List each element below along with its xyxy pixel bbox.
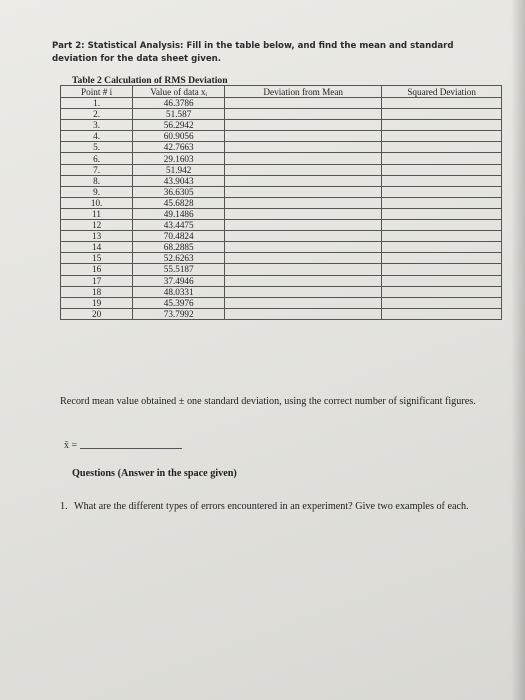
table-row (61, 142, 502, 153)
squared-deviation-cell[interactable] (382, 186, 502, 197)
question-1-text: What are the different types of errors encountered in an experiment? Give two examples of each. (74, 501, 469, 512)
value-cell: 45.3976 (133, 297, 225, 308)
value-cell: 43.9043 (133, 175, 225, 186)
point-cell: 17 (61, 275, 133, 286)
point-cell: 3. (61, 120, 133, 131)
table-row (61, 98, 502, 109)
squared-deviation-cell[interactable] (382, 109, 502, 120)
table-row (61, 153, 502, 164)
deviation-cell[interactable] (225, 197, 382, 208)
value-cell: 60.9056 (133, 131, 225, 142)
point-cell: 13 (61, 231, 133, 242)
page-shadow (511, 0, 525, 700)
deviation-cell[interactable] (225, 308, 382, 319)
deviation-cell[interactable] (225, 186, 382, 197)
squared-deviation-cell[interactable] (382, 253, 502, 264)
table-row (61, 208, 502, 219)
value-cell: 48.0331 (133, 286, 225, 297)
point-cell: 9. (61, 186, 133, 197)
squared-deviation-cell[interactable] (382, 98, 502, 109)
squared-deviation-cell[interactable] (382, 142, 502, 153)
table-row (61, 253, 502, 264)
value-cell: 46.3786 (133, 98, 225, 109)
table-row (61, 220, 502, 231)
header-value: Value of data xᵢ (133, 86, 225, 98)
value-cell: 70.4824 (133, 231, 225, 242)
value-cell: 73.7992 (133, 308, 225, 319)
value-cell: 56.2942 (133, 120, 225, 131)
part-2-heading: Part 2: Statistical Analysis: Fill in the table below, and find the mean and standard deviation for the data sheet given. (52, 41, 454, 64)
deviation-cell[interactable] (225, 242, 382, 253)
squared-deviation-cell[interactable] (382, 175, 502, 186)
table-caption: Table 2 Calculation of RMS Deviation (72, 75, 228, 86)
point-cell: 18 (61, 286, 133, 297)
point-cell: 1. (61, 98, 133, 109)
squared-deviation-cell[interactable] (382, 208, 502, 219)
squared-deviation-cell[interactable] (382, 220, 502, 231)
record-instruction: Record mean value obtained ± one standard deviation, using the correct number of significant figures. (60, 396, 476, 407)
table-row (61, 231, 502, 242)
deviation-cell[interactable] (225, 120, 382, 131)
point-cell: 6. (61, 153, 133, 164)
point-cell: 16 (61, 264, 133, 275)
squared-deviation-cell[interactable] (382, 120, 502, 131)
mean-label: x̄ = (64, 440, 78, 451)
table-row (61, 242, 502, 253)
table-row (61, 131, 502, 142)
value-cell: 68.2885 (133, 242, 225, 253)
squared-deviation-cell[interactable] (382, 308, 502, 319)
squared-deviation-cell[interactable] (382, 297, 502, 308)
deviation-cell[interactable] (225, 208, 382, 219)
point-cell: 4. (61, 131, 133, 142)
mean-answer-blank[interactable] (80, 448, 182, 449)
deviation-cell[interactable] (225, 175, 382, 186)
value-cell: 43.4475 (133, 220, 225, 231)
table-row (61, 197, 502, 208)
value-cell: 37.4946 (133, 275, 225, 286)
deviation-cell[interactable] (225, 98, 382, 109)
point-cell: 5. (61, 142, 133, 153)
deviation-cell[interactable] (225, 153, 382, 164)
questions-title: Questions (Answer in the space given) (72, 468, 237, 479)
point-cell: 2. (61, 109, 133, 120)
squared-deviation-cell[interactable] (382, 286, 502, 297)
table-header-row (61, 86, 502, 98)
value-cell: 52.6263 (133, 253, 225, 264)
value-cell: 45.6828 (133, 197, 225, 208)
squared-deviation-cell[interactable] (382, 275, 502, 286)
point-cell: 10. (61, 197, 133, 208)
value-cell: 51.942 (133, 164, 225, 175)
squared-deviation-cell[interactable] (382, 153, 502, 164)
deviation-cell[interactable] (225, 286, 382, 297)
table-row (61, 297, 502, 308)
deviation-cell[interactable] (225, 253, 382, 264)
point-cell: 14 (61, 242, 133, 253)
squared-deviation-cell[interactable] (382, 242, 502, 253)
point-cell: 20 (61, 308, 133, 319)
header-squared-deviation: Squared Deviation (382, 86, 502, 98)
point-cell: 19 (61, 297, 133, 308)
point-cell: 11 (61, 208, 133, 219)
value-cell: 29.1603 (133, 153, 225, 164)
point-cell: 12 (61, 220, 133, 231)
deviation-cell[interactable] (225, 109, 382, 120)
table-row (61, 175, 502, 186)
point-cell: 7. (61, 164, 133, 175)
point-cell: 8. (61, 175, 133, 186)
table-row (61, 264, 502, 275)
question-1-number: 1. (60, 501, 68, 512)
value-cell: 42.7663 (133, 142, 225, 153)
point-cell: 15 (61, 253, 133, 264)
deviation-cell[interactable] (225, 164, 382, 175)
table-row (61, 275, 502, 286)
header-point: Point # i (61, 86, 133, 98)
squared-deviation-cell[interactable] (382, 264, 502, 275)
squared-deviation-cell[interactable] (382, 131, 502, 142)
deviation-cell[interactable] (225, 231, 382, 242)
squared-deviation-cell[interactable] (382, 164, 502, 175)
deviation-cell[interactable] (225, 297, 382, 308)
deviation-cell[interactable] (225, 131, 382, 142)
deviation-cell[interactable] (225, 220, 382, 231)
header-deviation: Deviation from Mean (225, 86, 382, 98)
value-cell: 55.5187 (133, 264, 225, 275)
table-row (61, 109, 502, 120)
squared-deviation-cell[interactable] (382, 231, 502, 242)
value-cell: 51.587 (133, 109, 225, 120)
deviation-cell[interactable] (225, 142, 382, 153)
value-cell: 36.6305 (133, 186, 225, 197)
rms-deviation-table (60, 85, 502, 320)
table-row (61, 308, 502, 319)
table-body (61, 98, 502, 320)
deviation-cell[interactable] (225, 264, 382, 275)
table-row (61, 120, 502, 131)
squared-deviation-cell[interactable] (382, 197, 502, 208)
table-row (61, 164, 502, 175)
deviation-cell[interactable] (225, 275, 382, 286)
table-row (61, 186, 502, 197)
value-cell: 49.1486 (133, 208, 225, 219)
table-row (61, 286, 502, 297)
